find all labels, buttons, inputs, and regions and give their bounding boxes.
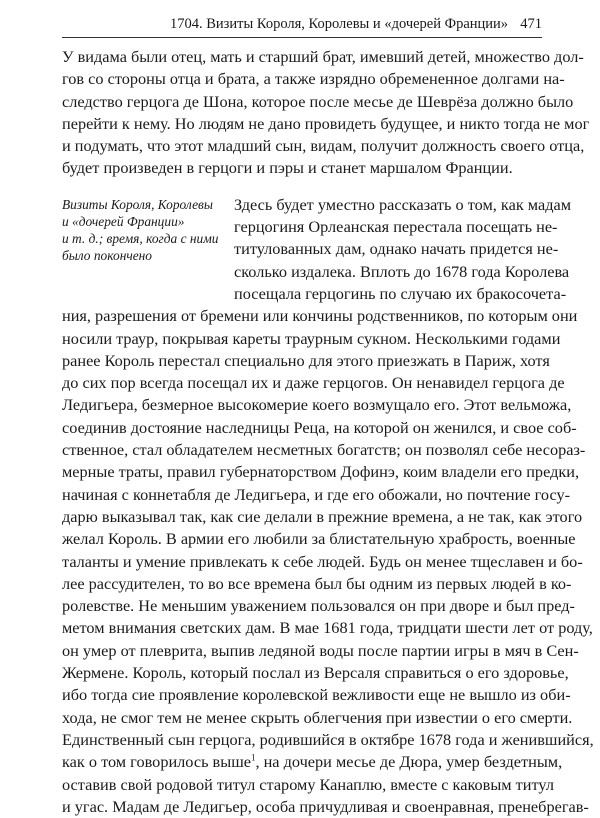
text-line: желал Король. В армии его любили за блистательную храбрость, военные (62, 529, 576, 549)
text-line: до сих пор всегда посещал их и даже герцогов. Он ненавидел герцога де (62, 373, 565, 393)
text-line: ибо тогда сие проявление королевской вежливости еще не вышло из оби- (62, 685, 571, 705)
running-title: 1704. Визиты Короля, Королевы и «дочерей Франции» (170, 16, 509, 32)
running-head (62, 14, 542, 36)
text-line: ственное, стал обладателем несметных богатств; он позволял себе несораз- (62, 440, 586, 460)
paragraph-2-wide (62, 305, 594, 818)
text-line: сколько издалека. Вплоть до 1678 года Королева (234, 261, 570, 281)
text-line: Единственный сын герцога, родившийся в октябре 1678 года и женившийся, (62, 729, 594, 749)
header-rule (62, 37, 542, 38)
text-line: таланты и умение привлекать к себе людей. Будь он менее тщеславен и бо- (62, 551, 583, 571)
page-number: 471 (520, 16, 542, 32)
text-line-with-footnote (62, 751, 563, 773)
paragraph-1 (62, 46, 590, 180)
text-line: он умер от плеврита, выпив ледяной воды после партии игры в мяч в Сен- (62, 640, 579, 660)
text-line: ния, разрешения от бремени или кончины родственников, по которым они (62, 306, 578, 326)
margin-note-line: было покончено (62, 248, 153, 264)
text-line: оставив свой родовой титул старому Канаплю, вместе с каковым титул (62, 774, 554, 794)
text-line: титулованных дам, однако начать придется не- (234, 239, 559, 259)
text-line: и угас. Мадам де Ледигьер, особа причудливая и своенравная, пренебрегав- (62, 796, 589, 816)
text-line: ранее Король перестал специально для этого приезжать в Париж, хотя (62, 350, 550, 370)
margin-note-line: и т. д.; время, когда с ними (62, 231, 219, 247)
text-line: соединив достояние наследницы Реца, на которой он женился, и свое соб- (62, 417, 577, 437)
text-line: метом внимания светских дам. В мае 1681 года, тридцати шести лет от роду, (62, 618, 593, 638)
text-line: хода, не смог тем не менее скрыть облегчения при известии о его смерти. (62, 707, 573, 727)
text-line: У видама были отец, мать и старший брат, имевший детей, множество дол- (62, 47, 584, 66)
text-line: Ледигьера, безмерное высокомерие коего возмущало его. Этот вельможа, (62, 395, 572, 415)
text-line: ролевстве. Не меньшим уважением пользовался он при дворе и был пред- (62, 596, 575, 616)
text-line: Здесь будет уместно рассказать о том, как мадам (234, 194, 572, 214)
text-segment: как о том говорилось выше (62, 752, 251, 772)
paragraph-gap (62, 180, 542, 194)
margin-note (62, 196, 227, 265)
text-line: и подумать, что этот младший сын, видам, получит должность своего отца, (62, 136, 585, 156)
text-line: перейти к нему. Но людям не дано провидеть будущее, и никто тогда не мог (62, 113, 590, 133)
text-line: посещала герцогинь по случаю их бракосочета- (234, 283, 567, 303)
text-line: Жермене. Король, который послал из Версаля справиться о его здоровье, (62, 663, 569, 683)
text-line: дарю выказывал так, как сие делали в прежние времена, а не так, как этого (62, 506, 583, 526)
text-line: мерные траты, правил губернаторством Дофинэ, коим владели его предки, (62, 462, 580, 482)
text-line: начиная с коннетабля де Ледигьера, и где его обожали, но почтение госу- (62, 484, 571, 504)
text-line: гов со стороны отца и брата, а также изрядно обремененное долгами на- (62, 69, 565, 89)
paragraph-2 (62, 194, 594, 818)
text-segment: , на дочери месье де Дюра, умер бездетным, (255, 752, 563, 772)
text-line: носили траур, покрывая кареты траурным сукном. Несколькими годами (62, 328, 561, 348)
paragraph-2-narrow (234, 194, 572, 305)
margin-note-line: Визиты Короля, Королевы (62, 196, 213, 212)
text-line: герцогиня Орлеанская перестала посещать не- (234, 217, 558, 237)
text-line: следство герцога де Шона, которое после месье де Шеврёза должно было (62, 91, 574, 111)
text-line: будет произведен в герцоги и пэры и станет маршалом Франции. (62, 158, 513, 178)
page-body (62, 46, 594, 818)
footnote-marker[interactable]: 1 (250, 752, 256, 763)
text-line: лее рассудителен, то во все времена был бы одним из первых людей в ко- (62, 573, 572, 593)
margin-note-line: и «дочерей Франции» (62, 213, 185, 229)
